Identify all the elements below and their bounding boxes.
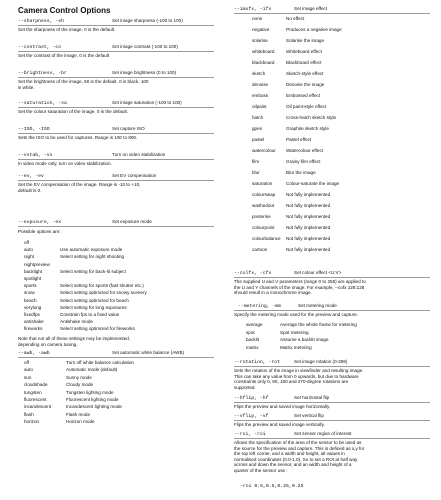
mode-description: Blackboard effect	[286, 60, 322, 65]
divider	[18, 25, 214, 26]
mode-name: horizon	[24, 419, 40, 425]
mode-description: Matrix metering	[280, 344, 312, 350]
mode-name: film	[252, 159, 260, 164]
mode-name: beach	[24, 297, 37, 303]
mode-name: flash	[24, 411, 34, 417]
mode-name: blackboard	[252, 60, 275, 65]
mode-description: Not fully implemented	[286, 225, 331, 230]
mode-name: hatch	[252, 115, 264, 120]
mode-description: Graphite sketch style	[286, 126, 329, 131]
mode-name: tungsten	[24, 389, 42, 395]
mode-name: colourbalance	[252, 236, 281, 241]
option-summary: Set image contrast (-100 to 100)	[112, 44, 178, 49]
mode-description: Not fully implemented	[286, 192, 331, 197]
mode-description: Produces a negative image	[286, 27, 342, 32]
mode-description: Use automatic exposure mode	[60, 247, 123, 253]
option-summary: Set horizontal flip	[294, 395, 330, 400]
mode-name: colourpoint	[252, 225, 275, 230]
mode-description: Not fully implemented	[286, 203, 331, 208]
mode-name: posterise	[252, 214, 271, 219]
divider	[18, 226, 214, 227]
mode-name: incandescent	[24, 404, 52, 410]
mode-description: Pastel effect	[286, 137, 312, 142]
option-flag: --awb, -awb	[18, 351, 50, 356]
mode-description: Cloudy mode	[66, 382, 94, 388]
mode-description: Not fully implemented	[286, 247, 331, 252]
mode-description: Solarise the image	[286, 38, 325, 43]
divider	[18, 159, 214, 160]
mode-description: Flash mode	[66, 411, 91, 417]
option-summary: Set image saturation (-100 to 100)	[112, 100, 182, 105]
mode-description: Fluorescent lighting mode	[66, 397, 119, 402]
sharpness-text: Set the sharpness of the image, 0 is the default.	[18, 27, 116, 32]
mode-description: Watercolour effect	[286, 148, 324, 153]
option-summary: Set automatic white balance (AWB)	[112, 350, 185, 355]
mode-description: Incandescent lighting mode	[66, 404, 122, 410]
roi-example-code: -roi 0.5,0.5,0.25,0.25	[240, 484, 304, 489]
option-flag: --ev, -ev	[18, 174, 44, 179]
option-summary: Set vertical flip	[294, 413, 324, 418]
mode-description: Blur the image	[286, 170, 316, 175]
option-flag: --hflip, -hf	[234, 396, 269, 401]
option-summary: Set exposure mode	[112, 219, 152, 224]
mode-description: Cross-hatch sketch style	[286, 115, 337, 120]
mode-description: Select setting optimized for beach	[60, 297, 129, 303]
mode-name: average	[246, 322, 263, 327]
mode-description: Select setting for sports (fast shutter etc.)	[60, 283, 144, 289]
divider	[18, 133, 214, 134]
option-flag: --rotation, -rot	[234, 360, 281, 365]
hflip-text: Flips the preview and saved image horizontally.	[234, 404, 331, 409]
option-flag: --ISO, -ISO	[18, 127, 50, 132]
divider	[234, 310, 430, 311]
rotation-text: Sets the rotation of the image in viewfinder and resulting image. This can take any value from 0 upwards, but due to hardware constraints only 0, 90, 180 and 270-degree rotations are supported.	[234, 368, 364, 390]
option-flag: --colfx, -cfx	[234, 271, 272, 276]
mode-name: sketch	[252, 71, 266, 76]
divider	[18, 51, 214, 52]
mode-name: pastel	[252, 137, 265, 142]
mode-name: nightpreview	[24, 261, 50, 267]
mode-description: Antishake mode	[60, 319, 93, 325]
divider	[234, 420, 430, 421]
mode-name: gpen	[252, 126, 263, 131]
mode-name: cloudshade	[24, 382, 48, 388]
mode-name: solarise	[252, 38, 268, 43]
mode-name: verylong	[24, 304, 42, 310]
mode-name: blur	[252, 170, 260, 175]
option-summary: Set image rotation (0-359)	[294, 359, 348, 364]
option-summary: Set EV compensation	[112, 173, 157, 178]
mode-name: spotlight	[24, 276, 42, 281]
option-summary: Set colour effect <U:V>	[294, 270, 342, 275]
divider	[234, 438, 430, 439]
mode-description: Sunny mode	[66, 374, 92, 380]
mode-name: sports	[24, 283, 37, 289]
option-flag: --vstab, -vs	[18, 153, 53, 158]
mode-name: backlight	[24, 268, 43, 274]
mode-description: Select setting optimized for fireworks	[60, 326, 135, 332]
divider	[18, 107, 214, 108]
mode-description: Select setting for night shooting	[60, 254, 125, 260]
mode-name: oilpaint	[252, 104, 267, 109]
option-flag: --vflip, -vf	[234, 414, 269, 419]
mode-name: backlit	[246, 337, 260, 343]
mode-name: saturation	[252, 181, 273, 186]
mode-description: Whiteboard effect	[286, 49, 322, 54]
vstab-text: In video mode only, turn on video stabilization.	[18, 161, 112, 166]
mode-description: Assume a backlit image	[280, 337, 329, 343]
ev-text: Set the EV compensation of the image. Range is -10 to +10, default is 0.	[18, 182, 141, 193]
page-title: Camera Control Options	[18, 6, 111, 15]
divider	[18, 180, 214, 181]
option-summary: Set image sharpness (-100 to 100)	[112, 18, 183, 23]
mode-description: Colour-saturate the image	[286, 181, 340, 186]
option-flag: --imxfx, -ifx	[234, 7, 272, 12]
mode-name: snow	[24, 290, 35, 296]
option-flag: --saturation, -sa	[18, 101, 67, 106]
mode-description: Embossed effect	[286, 93, 321, 98]
option-flag: --contrast, -co	[18, 45, 62, 50]
option-flag: --brightness, -br	[18, 71, 67, 76]
option-flag: --roi, -roi	[234, 432, 266, 437]
mode-description: Not fully implemented	[286, 214, 331, 219]
mode-name: off	[24, 360, 30, 365]
exposure-text: Possible options are:	[18, 229, 61, 234]
mode-name: emboss	[252, 93, 269, 98]
mode-description: No effect	[286, 16, 305, 21]
mode-name: fixedfps	[24, 312, 40, 317]
mode-name: off	[24, 240, 30, 245]
roi-text: Allows the specification of the area of the sensor to be used as the source for the preview and capture. This is defined as x,y for the top left corner, and a width and height, all values in normalised coordinates (0.0-1.0). So to set a ROI at half way across and down the sensor, and an width and height of a quarter of the sensor use :	[234, 440, 365, 473]
option-summary: Set image effect	[294, 6, 328, 11]
divider	[234, 402, 430, 403]
mode-description: Horizon mode	[66, 419, 95, 425]
contrast-text: Set the contrast of the image, 0 is the default	[18, 53, 110, 58]
mode-description: Sketch-style effect	[286, 71, 324, 76]
mode-description: Automatic mode (default)	[66, 367, 118, 373]
brightness-text: Set the brightness of the image, 50 is the default. 0 is black, 100 is white.	[18, 79, 149, 90]
vflip-text: Flips the preview and saved image vertically.	[234, 422, 325, 427]
mode-name: auto	[24, 247, 33, 253]
divider	[18, 357, 214, 358]
option-summary: Set capture ISO	[112, 126, 145, 131]
mode-name: fluorescent	[24, 397, 47, 402]
mode-name: night	[24, 254, 34, 260]
option-summary: Turn on video stabilization	[112, 152, 166, 157]
mode-description: Grainy film effect	[286, 159, 321, 164]
mode-name: sun	[24, 374, 32, 380]
mode-name: fireworks	[24, 326, 43, 332]
option-flag: --exposure, -ex	[18, 220, 62, 225]
saturation-text: Set the colour saturation of the image. 0 is the default.	[18, 109, 129, 114]
mode-description: Denoise the image	[286, 82, 325, 87]
option-summary: Set sensor region of interest	[294, 431, 352, 436]
divider	[18, 77, 214, 78]
option-summary: Set metering mode	[298, 303, 337, 308]
mode-name: cartoon	[252, 247, 268, 252]
mode-name: whiteboard	[252, 49, 275, 54]
mode-description: Select setting for long exposures	[60, 304, 127, 310]
mode-description: Tungsten lighting mode	[66, 389, 114, 395]
mode-name: colourswap	[252, 192, 276, 197]
mode-description: Spot metering	[280, 329, 309, 335]
divider	[234, 277, 430, 278]
mode-description: Select setting for back-lit subject	[60, 268, 126, 274]
mode-name: none	[252, 16, 263, 21]
mode-name: matrix	[246, 344, 259, 350]
mode-description: Not fully implemented	[286, 236, 331, 241]
mode-name: washedout	[252, 203, 275, 208]
divider	[234, 366, 430, 367]
divider	[234, 13, 430, 14]
colfx-text: The supplied U and V parameters (range 0 to 255) are applied to the U and Y channels of the image. For example, --cofx 128:128 should result in a monochrome image.	[234, 279, 366, 296]
mode-name: antishake	[24, 319, 44, 325]
mode-name: watercolour	[252, 148, 276, 153]
option-summary: Set image brightness (0 to 100)	[112, 70, 177, 75]
mode-name: spot	[246, 329, 255, 335]
mode-name: negative	[252, 27, 270, 32]
metering-text: Specify the metering mode used for the preview and capture.	[234, 312, 359, 317]
mode-name: auto	[24, 367, 33, 373]
option-flag: --metering, -mm	[238, 304, 282, 309]
mode-description: Turn off white balance calculation	[66, 360, 134, 365]
mode-description: Average the whole frame for metering	[280, 322, 357, 327]
iso-text: Sets the ISO to be used for captures. Range is 100 to 800.	[18, 135, 138, 140]
exposure-note: Note that not all of these settings may be implemented, depending on camera tuning.	[18, 336, 131, 347]
mode-description: Select setting optimized for snowy scenery	[60, 290, 147, 296]
mode-description: Oil paint-style effect	[286, 104, 327, 109]
mode-name: denoise	[252, 82, 269, 87]
option-flag: --sharpness, -sh	[18, 19, 65, 24]
mode-description: Constrain fps to a fixed value	[60, 312, 120, 317]
